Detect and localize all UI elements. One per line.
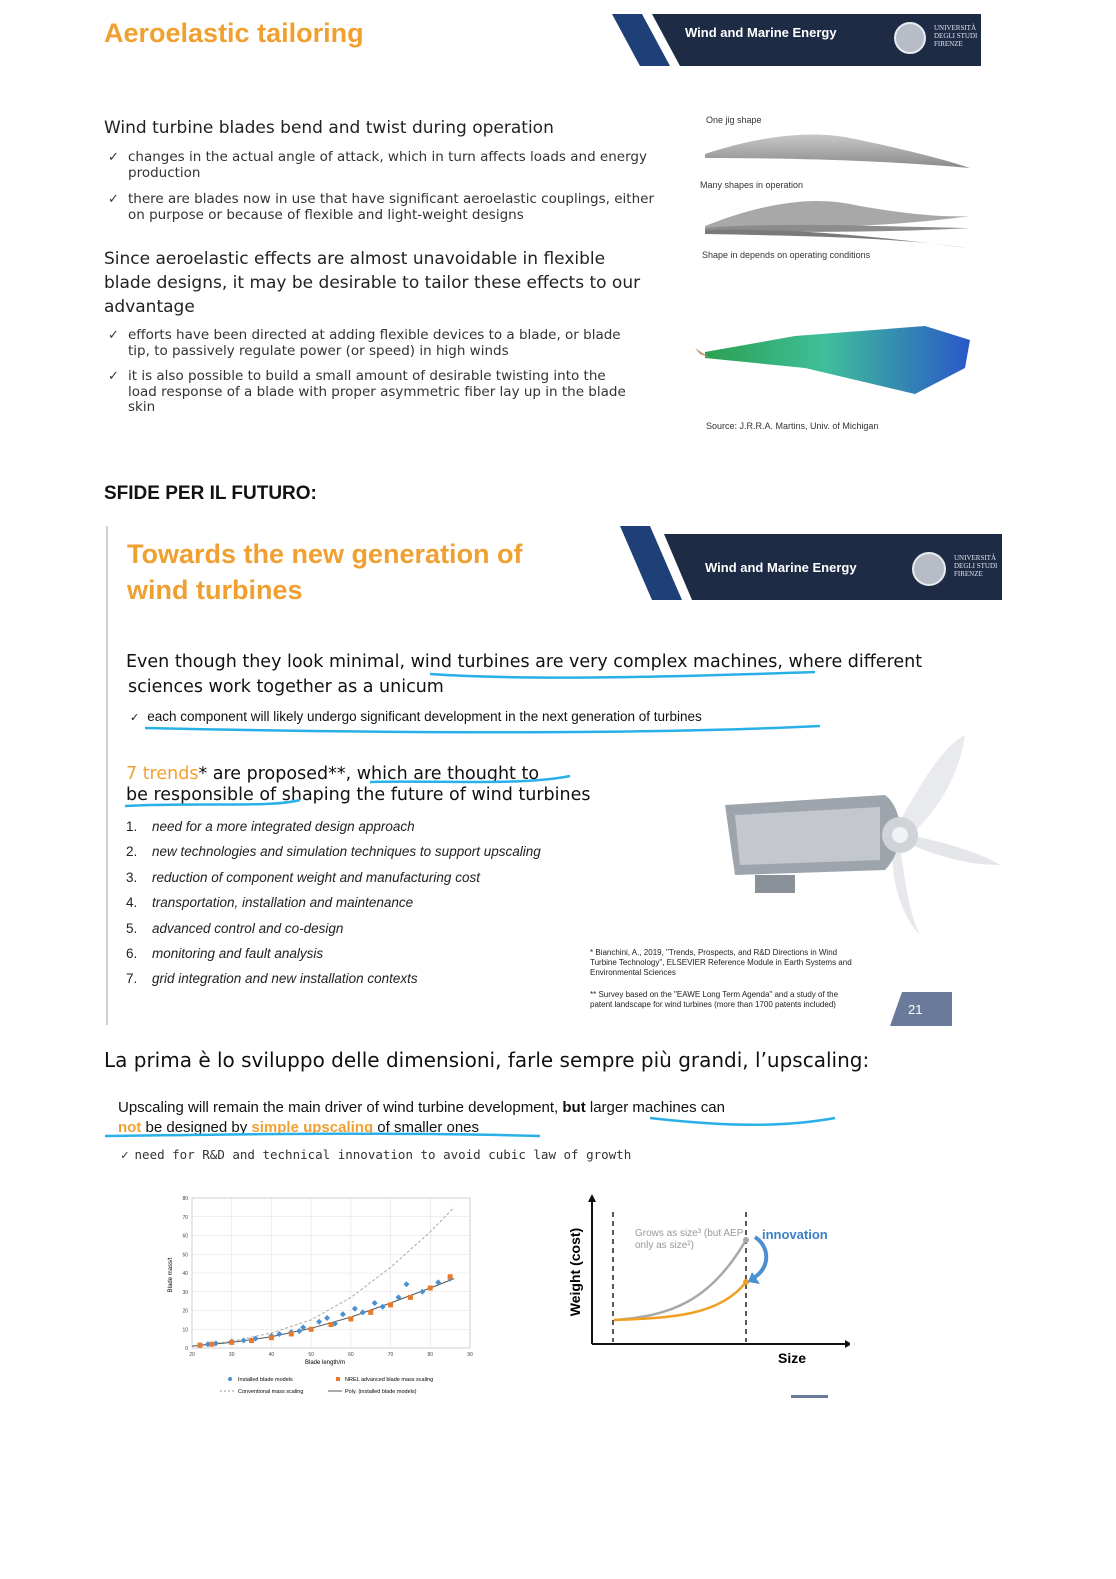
handwritten-underlines [100, 1110, 840, 1140]
weight-size-chart [560, 1192, 850, 1372]
bullet-text: efforts have been directed at adding flexible devices to a blade, or blade tip, to passively regulate power (or speed) in high winds [128, 327, 621, 359]
university-name: UNIVERSITÀ DEGLI STUDI FIRENZE [954, 554, 998, 578]
blade-jig-shape-image [700, 128, 975, 178]
blade-fea-model-image [695, 318, 975, 408]
trends-text: * are proposed**, which are thought to [198, 764, 540, 784]
slide1-bullet [108, 369, 638, 416]
y-tick-label: 0 [185, 1346, 188, 1352]
data-point [403, 1281, 409, 1287]
data-point [340, 1311, 346, 1317]
x-tick-label: 90 [467, 1352, 473, 1358]
check-icon: ✓ [108, 192, 119, 207]
data-point [249, 1338, 254, 1343]
y-tick-label: 40 [182, 1271, 188, 1277]
section-heading: SFIDE PER IL FUTURO: [104, 483, 317, 504]
list-item: 6. monitoring and fault analysis [126, 946, 324, 962]
university-seal-icon [912, 552, 946, 586]
check-icon: ✓ [121, 1147, 129, 1162]
data-point [348, 1316, 353, 1321]
data-point [269, 1335, 274, 1340]
page-number: 21 [908, 1002, 923, 1017]
legend-label: Installed blade models [238, 1377, 293, 1383]
blade-mass-chart [160, 1190, 480, 1400]
data-point [419, 1289, 425, 1295]
check-icon: ✓ [108, 369, 119, 384]
slide1-banner [612, 14, 981, 66]
y-axis-label: Blade mass/t [168, 1257, 174, 1293]
bullet-text: changes in the actual angle of attack, which in turn affects loads and energy production [128, 149, 647, 181]
slide2-banner [620, 526, 1002, 600]
slide2-title-line2: wind turbines [127, 575, 303, 605]
x-tick-label: 70 [387, 1352, 394, 1358]
innovation-arrow-icon [755, 1237, 766, 1277]
check-icon: ✓ [130, 712, 140, 724]
bullet-text: it is also possible to build a small amount of desirable twisting into the load response of a blade with proper asymmetric fiber lay up in the blade skin [128, 368, 626, 415]
intro-text: , where different [777, 652, 923, 672]
x-tick-label: 20 [189, 1352, 195, 1358]
data-point [209, 1342, 214, 1347]
chart-legend [220, 1377, 433, 1395]
divider [791, 1395, 828, 1398]
y-axis-label: Weight (cost) [567, 1227, 583, 1317]
data-point [197, 1343, 202, 1348]
legend-label: Poly. (installed blade models) [345, 1389, 417, 1395]
turbine-nacelle-image [695, 735, 1000, 935]
x-tick-label: 60 [348, 1352, 354, 1358]
legend-marker [336, 1377, 340, 1381]
upscaling-statement: Upscaling will remain the main driver of wind turbine development, but larger machines can not be designed by simple upscaling of smaller ones [118, 1099, 725, 1136]
legend-label: Conventional mass scaling [238, 1389, 304, 1395]
banner-course-title: Wind and Marine Energy [685, 25, 837, 40]
slide1-heading2: Since aeroelastic effects are almost unavoidable in flexible blade designs, it may be desirable to tailor these effects to our advantage [104, 249, 641, 317]
check-icon: ✓ [108, 328, 119, 343]
data-point [241, 1338, 247, 1344]
list-item: 5. advanced control and co-design [126, 920, 344, 936]
innovation-label: innovation [762, 1227, 828, 1242]
slide1-title: Aeroelastic tailoring [104, 18, 364, 48]
figure-source: Source: J.R.R.A. Martins, Univ. of Michigan [706, 421, 879, 431]
data-point [448, 1274, 453, 1279]
x-tick-label: 30 [228, 1352, 235, 1358]
y-tick-label: 80 [182, 1196, 188, 1202]
y-tick-label: 60 [182, 1233, 188, 1240]
data-point [372, 1300, 378, 1306]
data-point [229, 1340, 234, 1345]
poly-fit-line [192, 1279, 454, 1347]
paragraph-upscaling: La prima è lo sviluppo delle dimensioni, farle sempre più grandi, l’upscaling: [104, 1048, 870, 1072]
slide2-title-line1: Towards the new generation of [127, 539, 523, 569]
list-item: 3. reduction of component weight and manufacturing cost [126, 869, 480, 885]
figure-label: Shape in depends on operating conditions [702, 250, 871, 260]
legend-marker [228, 1377, 232, 1381]
list-item: 4. transportation, installation and maintenance [126, 895, 414, 911]
y-tick-label: 20 [182, 1308, 188, 1315]
x-axis-label: Size [778, 1350, 807, 1366]
slide2-intro-line2: sciences work together as a unicum [128, 677, 444, 697]
x-tick-label: 40 [268, 1352, 275, 1358]
x-axis-label: Blade length/m [304, 1360, 346, 1366]
slide1-bullet [108, 192, 658, 223]
y-tick-label: 30 [182, 1289, 188, 1296]
data-point [324, 1315, 330, 1321]
university-seal-icon [894, 22, 926, 54]
reference-2: ** Survey based on the "EAWE Long Term Agenda" and a study of the patent landscape for wind turbines (more than 1700 patents included) [590, 990, 839, 1009]
intro-highlight: wind turbines are very complex machines [410, 652, 778, 672]
y-tick-label: 70 [182, 1214, 188, 1221]
data-point [368, 1310, 373, 1315]
data-point [309, 1327, 314, 1332]
blade-operation-shapes-image [700, 192, 975, 252]
trends-list [126, 814, 541, 992]
check-icon: ✓ [108, 150, 119, 165]
intro-text: Even though they look minimal, [126, 652, 411, 672]
trends-line2: be responsible of shaping the future of wind turbines [126, 785, 591, 805]
data-point [408, 1295, 413, 1300]
y-tick-label: 50 [182, 1252, 188, 1259]
legend-label: NREL advanced blade mass scaling [345, 1377, 434, 1383]
data-point [289, 1331, 294, 1336]
list-item: 2. new technologies and simulation techniques to support upscaling [126, 844, 541, 860]
chart-annotation: Grows as size³ (but AEP only as size²) [635, 1228, 744, 1251]
y-tick-label: 10 [182, 1327, 188, 1334]
slide1-bullet [108, 150, 648, 181]
list-item: 1. need for a more integrated design approach [126, 819, 415, 834]
figure-label: Many shapes in operation [700, 180, 804, 190]
list-item: 7. grid integration and new installation contexts [126, 971, 418, 987]
upscaling-check: ✓ need for R&D and technical innovation to avoid cubic law of growth [121, 1147, 632, 1162]
data-point [388, 1302, 393, 1307]
x-tick-label: 80 [427, 1352, 434, 1358]
slide1-bullet [108, 328, 628, 359]
data-point [428, 1286, 433, 1291]
data-point [316, 1319, 322, 1325]
banner-course-title: Wind and Marine Energy [705, 560, 857, 575]
slide1-heading1: Wind turbine blades bend and twist during operation [104, 118, 554, 138]
x-tick-label: 50 [308, 1352, 314, 1358]
reference-1: * Bianchini, A., 2019, "Trends, Prospects, and R&D Directions in Wind Turbine Technology", ELSEVIER Reference Module in Earth Systems and Environmental Sciences [590, 948, 852, 977]
trends-highlight: 7 trends [126, 764, 199, 784]
figure-label: One jig shape [706, 115, 762, 125]
innovation-curve [614, 1282, 746, 1320]
bullet-text: there are blades now in use that have significant aeroelastic couplings, either on purpose or because of flexible and light-weight designs [128, 191, 654, 223]
university-name: UNIVERSITÀ DEGLI STUDI FIRENZE [934, 24, 978, 48]
check-item-text: each component will likely undergo significant development in the next generation of turbines [147, 709, 702, 724]
data-point [329, 1322, 334, 1327]
